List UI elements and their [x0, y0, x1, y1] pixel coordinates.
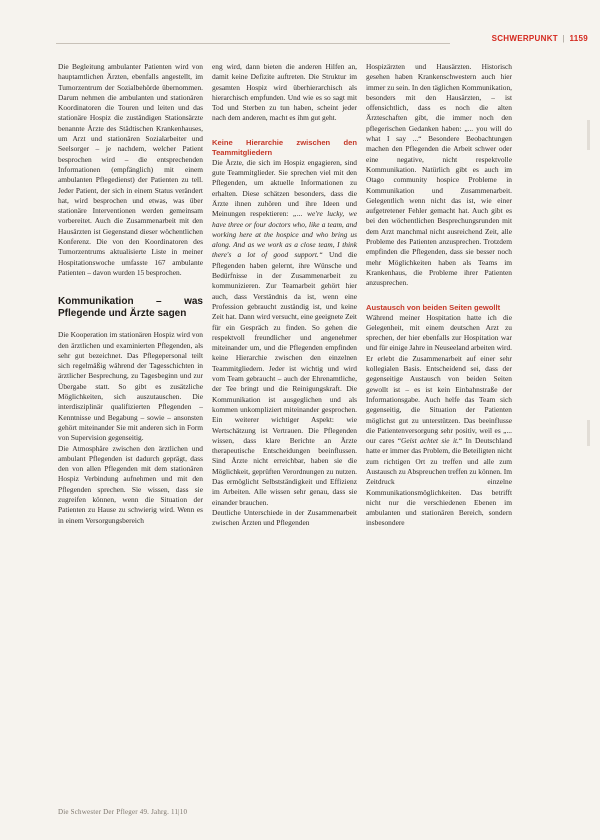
page-header: [492, 34, 588, 43]
paragraph-text: Die Ärzte, die sich im Hospiz engagieren, sind gute Teammitglieder. Sie sprechen viel mit den Pflegenden, um aktuelle Informationen zu erhalten. Diese schätzen besonders, dass die Ärzte ihnen zuhören und ihre Ideen und Meinungen respektieren:: [212, 157, 357, 219]
paragraph: Deutliche Unterschiede in der Zusammenarbeit zwischen Ärzten und Pflegenden: [212, 507, 357, 528]
paragraph-text: Und die Pflegenden haben gelernt, ihre Wünsche und Bedürfnisse in der Zusammenarbeit zu kommunizieren. Zur Teamarbeit gehört hier auch, dass Verständnis da ist, wenn eine Profession gebraucht zuständig ist, und keine Zeit hat. Dann wird versucht, eine geeignete Zeit für ein Gespräch zu finden. So gehen die respektvoll freundlicher und angenehmer miteinander um, und die Pflegenden empfinden keine Hierarchie zwischen den einzelnen Teammitgliedern. Jeder ist wichtig und wird vom Team gebraucht – auch der Ehrenamtliche, der Tee bringt und die Reinigungskraft. Die Kommunikation ist ausgeglichen und als kommen unkompliziert miteinander gesprochen. Ein weiterer wichtiger Aspekt: wie Wertschätzung ist Vertrauen. Die Pflegenden wissen, dass klare Berichte an Ärzte therapeutische Entscheidungen beeinflussen. Sind Ärzte nicht erreichbar, haben sie die Möglichkeit, geprüften Verordnungen zu nutzen. Das ermöglicht Selbstständigkeit und Effizienz im Arbeiten. Alle wissen sehr genau, dass sie einander brauchen.: [212, 250, 358, 507]
paragraph-text: Während meiner Hospitation hatte ich die Gelegenheit, mit einem deutschen Arzt zu sprechen, der hier ebenfalls zur Hospitation war und für einige Jahre in Neuseeland arbeiten wird. Er erlebt die Zusammenarbeit auf einer sehr kollegialen Basis. Entscheidend sei, dass der gegenseitige Austausch von beiden Seiten gewollt ist – es ist kein Einbahnstraße der Informationsgabe. Auch helfe das Team sich gegenseitig, die Situation der Patienten möglichst gut zu unterstützen. Das beeinflusse die Patientenversorgung sehr positiv, weil es „... our cares “: [366, 312, 512, 446]
text-column-1: [58, 62, 203, 526]
margin-mark: [587, 420, 590, 446]
paragraph: Die Atmosphäre zwischen den ärztlichen und ambulant Pflegenden ist dadurch geprägt, dass den von allen Pflegenden mit dem stationären Hospiz Verbindung aufnehmen und mit den Pflegenden sprechen. Sie wissen, dass sie zugreifen können, wenn die Situation der Patienten zu Hause zu schwierig wird. Wenn es in einem Versorgungsbereich: [58, 443, 203, 525]
paragraph: Die Begleitung ambulanter Patienten wird von hauptamtlichen Ärzten, ebenfalls angestellt, im Tumorzentrum der Sozialbehörde übernommen. Darum nehmen die ambulanten und stationären Koordinatoren die Touren und leiten und das stationäre Hospiz die zuständigen Stationsärzte benannte Ärzte des Städtischen Krankenhauses, um Arzt und stationären Sozialarbeiter und Seelsorger – je nachdem, welcher Patient besprochen wird – die entsprechenden Informationen (empfänglich) mit einem ambulanten Pflegedienst) der Patienten zu tell. Jeder Patient, der sich in einem Status verändert hat, wird besprochen und etwas, was über stationäre Interventionen werden gemeinsam vorbereitet. Auch die Zusammenarbeit mit den Hausärzten ist Gegenstand dieser wöchentlichen Konferenz. Die von den Koordinatoren des Tumorzentrums aktualisierte Liste in meiner Hospitationswoche umfasste 167 ambulante Patienten – davon wurden 15 besprochen.: [58, 62, 203, 277]
subheading: Keine Hierarchie zwischen den Teammitgliedern: [212, 137, 357, 157]
page-footer: Die Schwester Der Pfleger 49. Jahrg. 11|10: [58, 808, 188, 816]
paragraph: Hospizärzten und Hausärzten. Historisch gesehen haben Krankenschwestern auch hier immer zu sein. In den täglichen Kommunikation, besonders mit den Hausärzten, – ist offensichtlich, dass es noch die alten Ärzteschaften gibt, die immer noch den pflegerischen Gedanken haben: „... you will do what I say ...“ Besondere Beobachtungen machen den Pflegenden die Arbeit schwer oder eine negative, nicht respektvolle Kommunikation. Natürlich gibt es auch im Otago community hospice Probleme in Kommunikation und Zusammenarbeit. Gelegentlich wenn nicht das ist, wie einer aufgetretener Fehler gemacht hat. Auch gibt es bei den wöchentlichen Besprechungsrunden mit dem Arzt manchmal nicht ausreichend Zeit, alle Probleme des Patienten anzusprechen. Trotzdem empfinden die Pflegenden, dass sie besser noch mehr Möglichkeiten haben als Teams im Krankenhaus, die Probleme ihrer Patienten anzusprechen.: [366, 62, 512, 288]
paragraph: [366, 313, 512, 529]
text-column-2: [212, 62, 357, 528]
paragraph: Die Kooperation im stationären Hospiz wird von den ärztlichen und examinierten Pflegenden, als sehr gut bezeichnet. Das Pflegepersonal teilt sich regelmäßig während der Tagesschichten in ärztlicher Besprechung, zu Tagesbeginn und zur Übergabe statt. So gibt es zusätzliche Möglichkeiten, sich auszutauschen. Die interdisziplinär qualifizierten Pflegenden – Kenntnisse und Begabung – sowie – ansonsten gehört miteinander Sie mit anderen sich in Form von Supervision gegenseitig.: [58, 330, 203, 443]
section-title: SCHWERPUNKT: [491, 34, 558, 43]
text-column-3: [366, 62, 512, 529]
paragraph-text: “ In Deutschland hatte er immer das Problem, die Beteiligten nicht zum richtigen Ort zu treffen und alle zum Austausch zu Abspreuchen treffen zu können. Im Zeitdruck einzelne Kommunikationsmöglichkeiten. Das betrifft nicht nur die verschiedenen Ebenen im ambulanten und stationären Bereich, sondern insbesondere: [366, 436, 512, 528]
page-number: 1159: [569, 34, 588, 43]
quote-italic: „... we're lucky, we have three or four doctors who, like a team, and working here at the hospice and who bring us along. And as we work as a close team, I think there's a lot of good support.“: [212, 209, 357, 260]
margin-mark: [587, 120, 590, 150]
paragraph: eng wird, dann bieten die anderen Hilfen an, damit keine Defizite auftreten. Die Struktur im gesamten Hospiz wird überhierarchisch als hierarchisch empfunden. Und wie es so sagt mit Tod und Sterben zu tun haben, scheint jeder nach dem anderen, macht es ihm gut geht.: [212, 62, 357, 123]
subheading: Austausch von beiden Seiten gewollt: [366, 302, 501, 312]
header-rule: [56, 43, 450, 44]
section-heading: Kommunikation – was Pflegende und Ärzte sagen: [58, 296, 203, 320]
paragraph: [212, 158, 357, 508]
quote-italic: Geist achtet sie it.: [401, 436, 459, 446]
header-separator: |: [562, 34, 565, 43]
